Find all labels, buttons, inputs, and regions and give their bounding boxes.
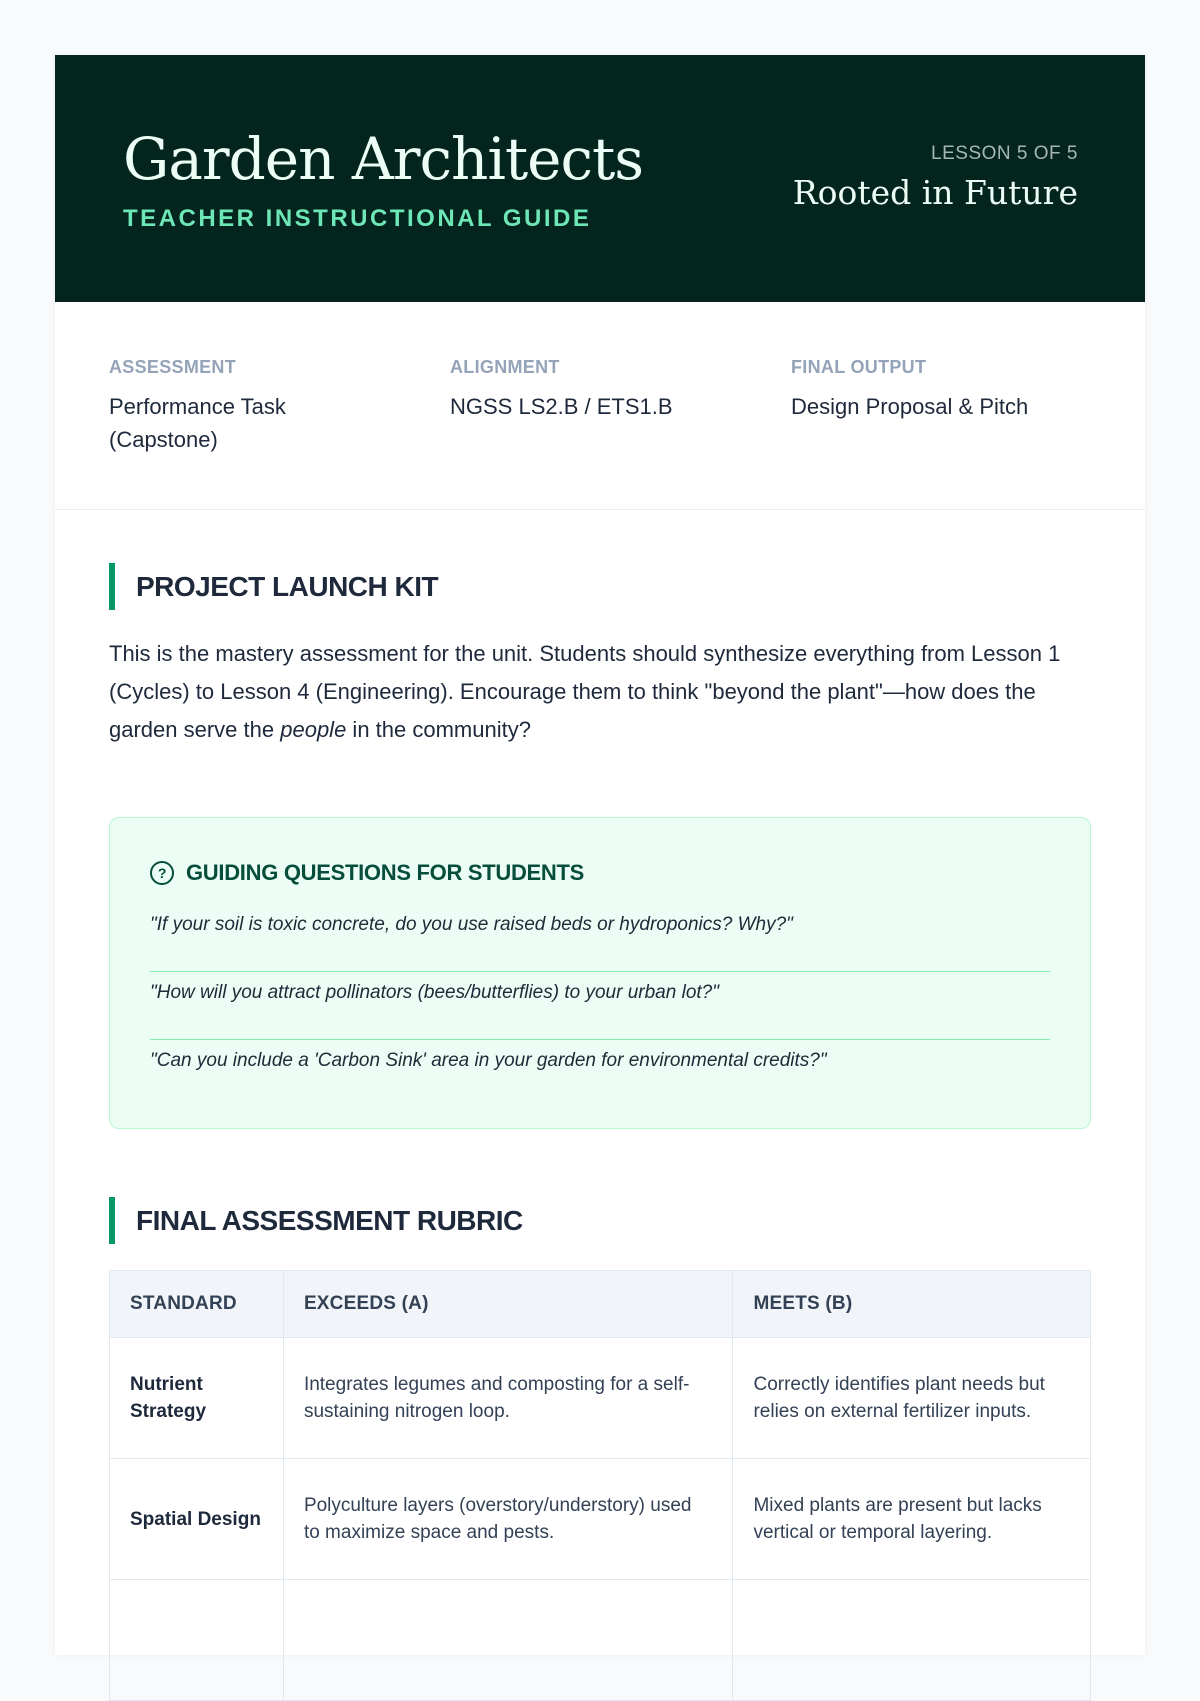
- lesson-meta: [55, 302, 1145, 510]
- rubric-exceeds: Integrates legumes and composting for a self-sustaining nitrogen loop.: [283, 1338, 733, 1459]
- intro-text-end: in the community?: [346, 717, 531, 742]
- meta-value: Design Proposal & Pitch: [791, 394, 1029, 419]
- section-heading-launch-kit: PROJECT LAUNCH KIT: [109, 563, 438, 610]
- question-circle-icon: ?: [150, 861, 174, 885]
- guiding-questions-callout: [109, 817, 1091, 1129]
- guiding-question: "Can you include a 'Carbon Sink' area in your garden for environmental credits?": [150, 1050, 827, 1071]
- rubric-standard: Spatial Design: [110, 1459, 284, 1580]
- rubric-meets: Mixed plants are present but lacks vertical or temporal layering.: [733, 1459, 1091, 1580]
- table-row: [110, 1338, 1091, 1459]
- section-heading-rubric: FINAL ASSESSMENT RUBRIC: [109, 1197, 523, 1244]
- meta-final-output: [791, 357, 1051, 423]
- intro-paragraph: [109, 635, 1079, 749]
- header-banner: [55, 55, 1145, 302]
- lesson-name: Rooted in Future: [792, 173, 1078, 212]
- lesson-info: [793, 143, 1078, 212]
- meta-label: ALIGNMENT: [450, 357, 560, 377]
- page-subtitle: TEACHER INSTRUCTIONAL GUIDE: [123, 205, 592, 232]
- guiding-questions-list: [150, 904, 1050, 1108]
- column-header-meets: MEETS (B): [733, 1271, 1091, 1338]
- rubric-meets-continued: [733, 1580, 1091, 1701]
- meta-label: ASSESSMENT: [109, 357, 237, 377]
- intro-emphasis: people: [280, 717, 347, 742]
- meta-alignment: [450, 357, 710, 423]
- rubric-standard: Nutrient Strategy: [110, 1338, 284, 1459]
- table-row: [110, 1580, 1091, 1701]
- meta-value: Performance Task (Capstone): [109, 394, 286, 452]
- rubric-header-row: [110, 1271, 1091, 1338]
- rubric-standard-continued: [110, 1580, 284, 1701]
- guide-page: [55, 55, 1145, 1655]
- column-header-exceeds: EXCEEDS (A): [283, 1271, 733, 1338]
- meta-value: NGSS LS2.B / ETS1.B: [450, 394, 673, 419]
- guiding-questions-title: GUIDING QUESTIONS FOR STUDENTS: [186, 860, 585, 885]
- intro-text: This is the mastery assessment for the unit. Students should synthesize everything from Lesson 1 (Cycles) to Lesson 4 (Engineering). Encourage them to think "beyond the plant"—how does the garden serve the: [109, 641, 1061, 742]
- meta-label: FINAL OUTPUT: [791, 357, 927, 377]
- page-title: Garden Architects: [123, 125, 644, 193]
- rubric-exceeds: Polyculture layers (overstory/understory) used to maximize space and pests.: [283, 1459, 733, 1580]
- column-header-standard: STANDARD: [110, 1271, 284, 1338]
- rubric-exceeds-continued: [283, 1580, 733, 1701]
- rubric-table: [109, 1270, 1091, 1701]
- guiding-question: "If your soil is toxic concrete, do you use raised beds or hydroponics? Why?": [150, 904, 1050, 972]
- lesson-number: LESSON 5 OF 5: [931, 143, 1078, 164]
- rubric-meets: Correctly identifies plant needs but relies on external fertilizer inputs.: [733, 1338, 1091, 1459]
- guiding-question: "How will you attract pollinators (bees/butterflies) to your urban lot?": [150, 972, 1050, 1040]
- table-row: [110, 1459, 1091, 1580]
- guiding-questions-heading: [150, 860, 584, 886]
- meta-assessment: [109, 357, 369, 456]
